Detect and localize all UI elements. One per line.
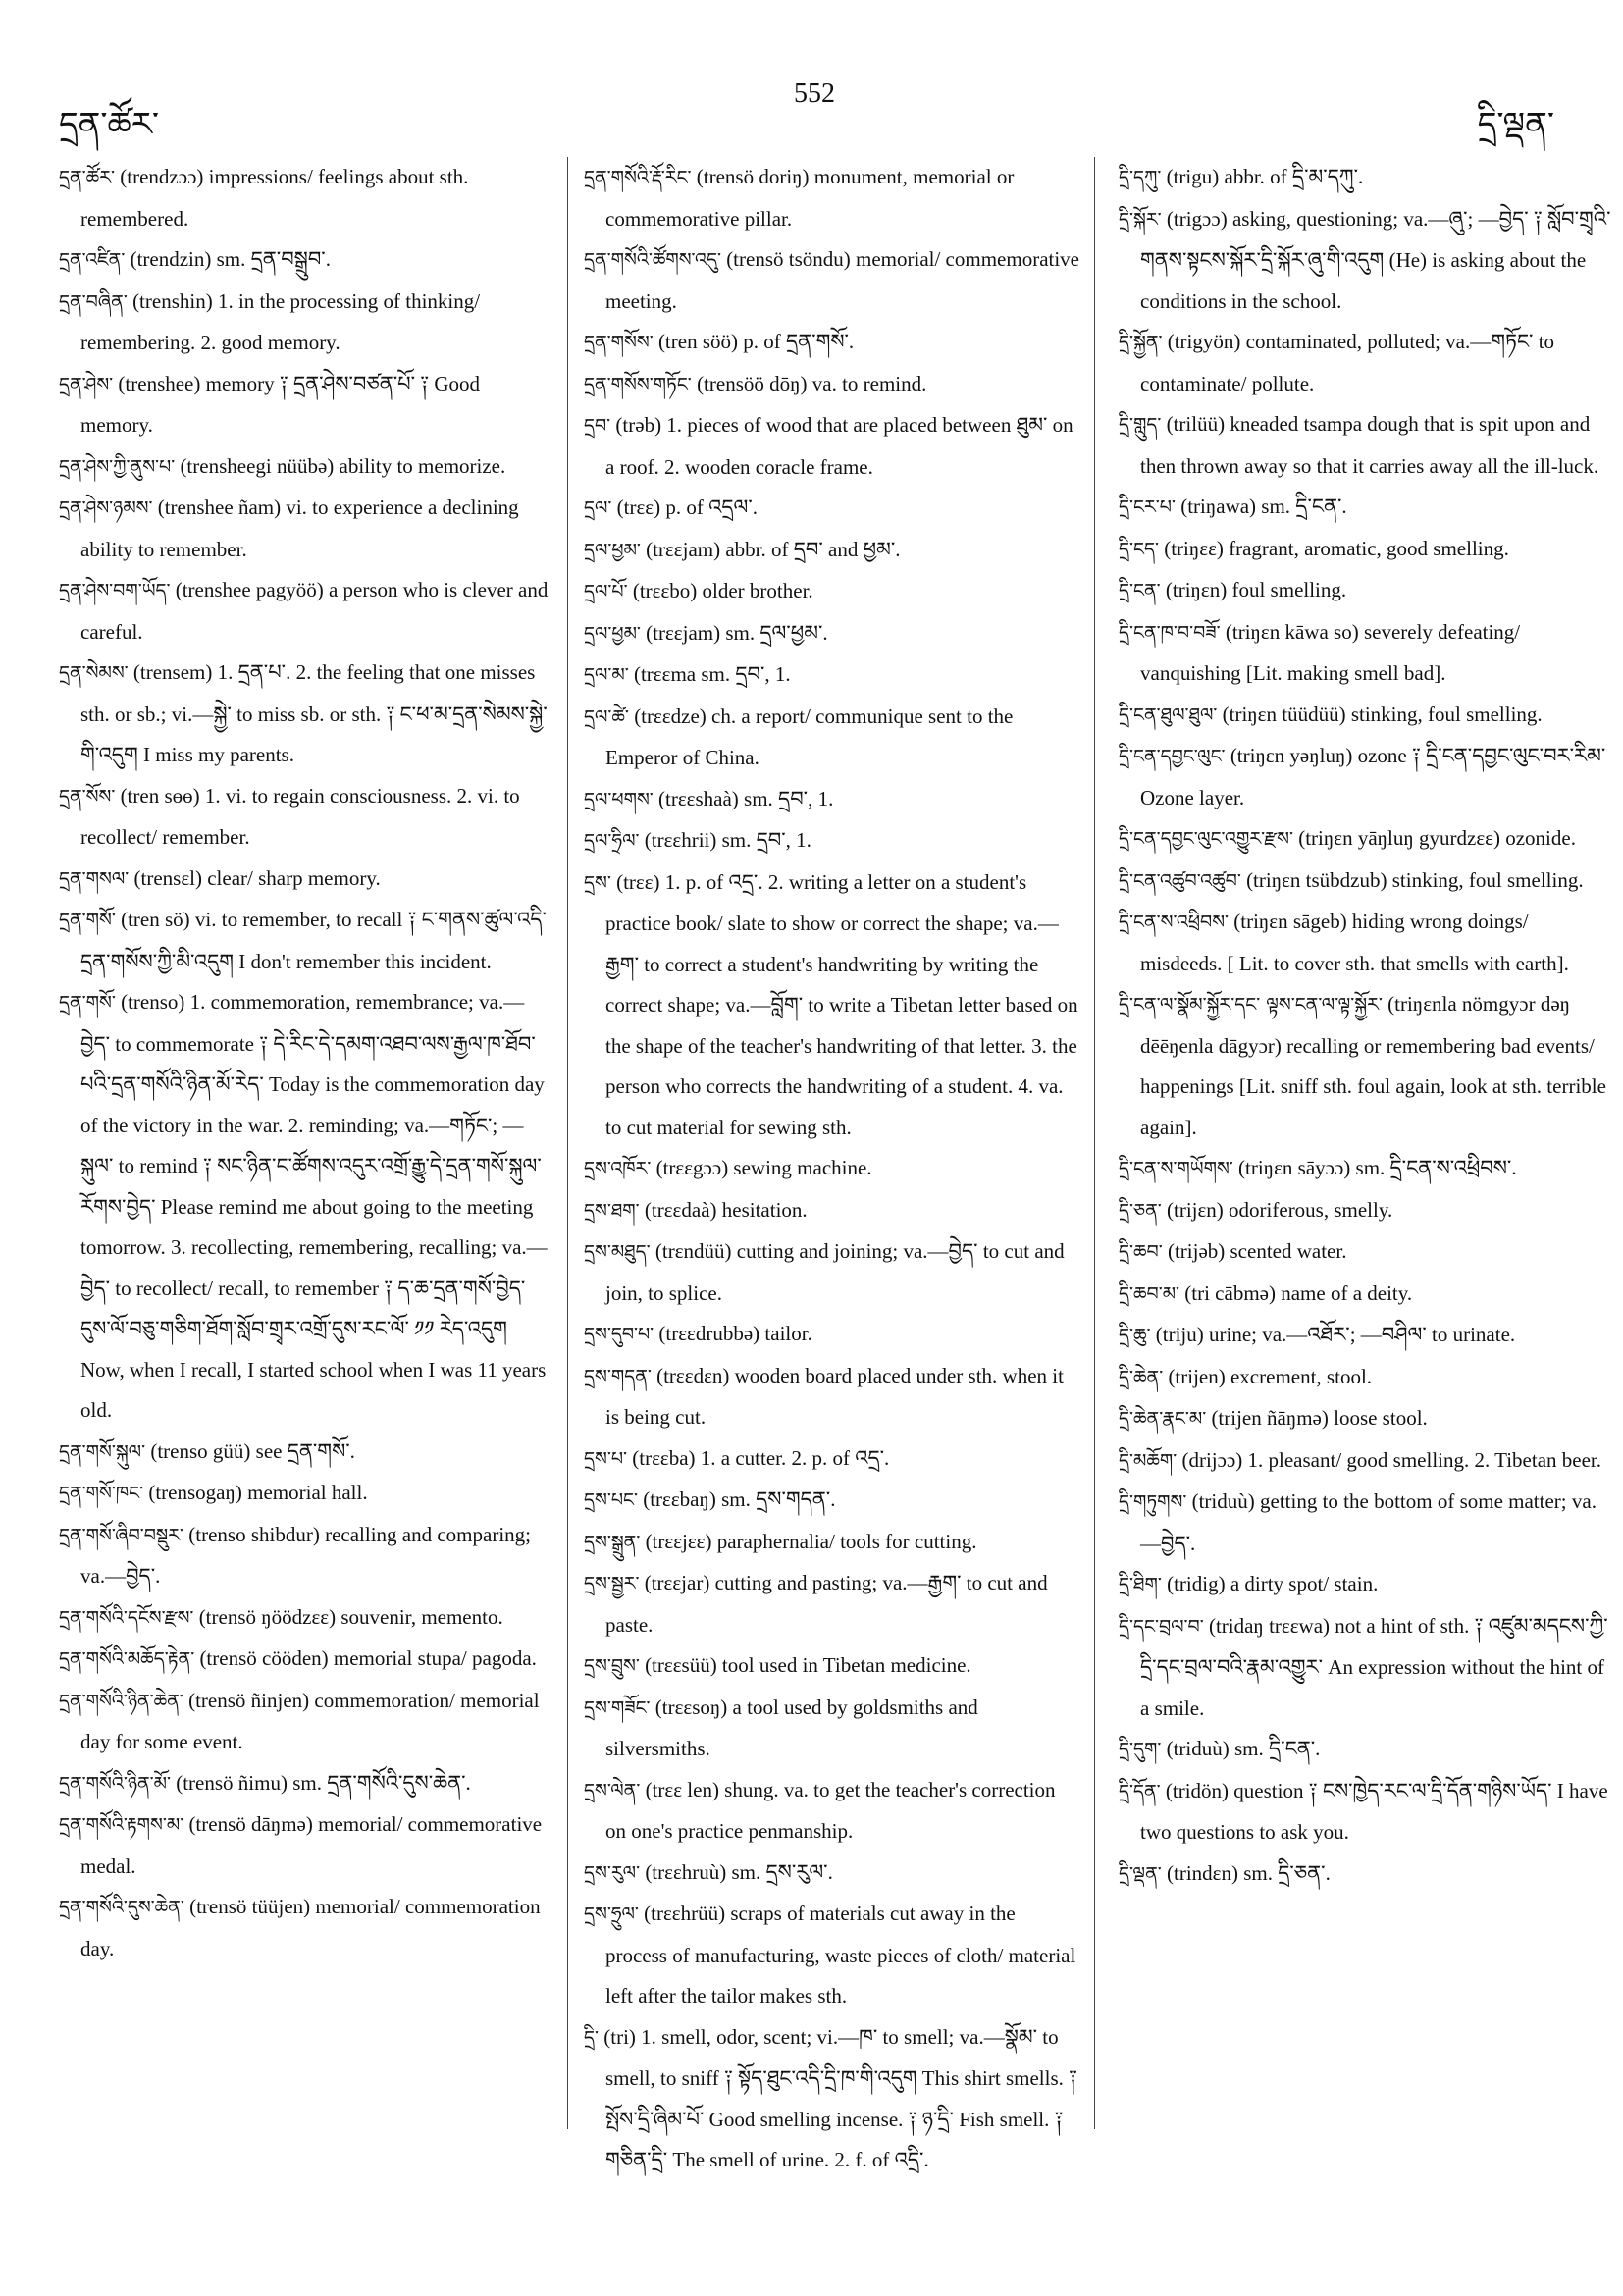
entry-definition: (trendzɔɔ) impressions/ feelings about sth. remembered. <box>80 165 469 231</box>
dictionary-entry <box>1119 861 1614 903</box>
entry-headword: དྲི་གཏུགས་ <box>1119 1491 1187 1513</box>
entry-definition: (trensö tüüjen) memorial/ commemoration day. <box>80 1895 541 1960</box>
dictionary-entry <box>1119 1315 1614 1357</box>
dictionary-entry <box>59 982 550 1432</box>
entry-definition: (triŋɛn sāyɔɔ) sm. དྲི་ངན་ས་འཕྲིབས་. <box>1238 1156 1517 1179</box>
entry-definition: (triduù) sm. དྲི་ངན་. <box>1166 1737 1321 1760</box>
dictionary-entry <box>59 446 550 489</box>
entry-headword: དྲན་གསོས་གཏོང་ <box>584 373 692 395</box>
dictionary-entry <box>584 1148 1079 1190</box>
entry-headword: དྲན་གསོ་ <box>59 910 116 931</box>
entry-headword: དྲི་ངན་ཁ་བ་བཟོ་ <box>1119 621 1221 644</box>
entry-definition: (trɛndüü) cutting and joining; va.—བྱེད་ to cut and join, to splice. <box>605 1239 1065 1305</box>
entry-definition: (triju) urine; va.—འཐོར་; —བཤིལ་ to urinate. <box>1155 1323 1516 1346</box>
dictionary-entry <box>1119 157 1614 199</box>
dictionary-entry <box>584 1314 1079 1356</box>
entry-definition: (triŋawa) sm. དྲི་ངན་. <box>1180 495 1347 518</box>
entry-definition: (trɛɛsüü) tool used in Tibetan medicine. <box>645 1653 971 1677</box>
entry-definition: (trigu) abbr. of དྲི་མ་དཀུ་. <box>1166 165 1364 188</box>
entry-definition: (drijɔɔ) 1. pleasant/ good smelling. 2. Tibetan beer. <box>1181 1447 1601 1472</box>
entry-definition: (triŋɛn kāwa so) severely defeating/ vanquishing [Lit. making smell bad]. <box>1140 619 1521 685</box>
entry-definition: (trɛɛjɛɛ) paraphernalia/ tools for cutting. <box>645 1529 977 1553</box>
dictionary-entry <box>1119 1190 1614 1232</box>
entry-definition: (trensö tsöndu) memorial/ commemorative meeting. <box>605 247 1079 313</box>
entry-headword: དྲན་གསལ་ <box>59 867 130 890</box>
entry-headword: དྲལ་ཧྲིལ་ <box>584 830 640 852</box>
entry-headword: དྲན་སེམས་ <box>59 662 129 684</box>
entry-definition: (trijɛn) odoriferous, smelly. <box>1167 1197 1393 1222</box>
dictionary-entry <box>584 1852 1079 1895</box>
dictionary-entry <box>1119 1231 1614 1274</box>
entry-definition: (trɛɛbaŋ) sm. དྲས་གདན་. <box>643 1487 836 1511</box>
entry-definition: (tridön) question ༑ ངས་ཁྱེད་རང་ལ་དྲི་དོན་གཉིས་ཡོད་ I have two questions to ask you. <box>1140 1778 1608 1844</box>
entry-headword: དྲི་ཅན་ <box>1119 1199 1162 1222</box>
entry-headword: དྲི་སྐོར་ <box>1119 208 1162 231</box>
dictionary-entry <box>584 157 1079 239</box>
entry-definition: (trenso) 1. commemoration, remembrance; va.—བྱེད་ to commemorate ༑ དེ་རིང་དེ་དམག་འཐབ་ལས་རྒྱལ་ཁ་ཐོབ་པའི་དྲན་གསོའི་ཉིན་མོ་རེད་ Today is the commemoration day of the victory in the war. 2. reminding; va.—གཏོང་; —སྐུལ་ to remind ༑ སང་ཉིན་ང་ཚོགས་འདུར་འགྲོ་རྒྱུ་དེ་དྲན་གསོ་སྐུལ་རོགས་བྱེད་ Please remind me about going to the meeting tomorrow. 3. recollecting, remembering, recalling; va.—བྱེད་ to recollect/ recall, to remember ༑ ད་ཆ་དྲན་གསོ་བྱེད་དུས་ལོ་བཅུ་གཅིག་ཐོག་སློབ་གྲྭར་འགྲོ་དུས་རང་ལོ་ ༡༡ རེད་འདུག Now, when I recall, I started school when I was 11 years old. <box>80 990 548 1422</box>
entry-definition: (trɛɛ) 1. p. of འདྲ་. 2. writing a letter on a student's practice book/ slate to show or correct the shape; va.—རྒྱག་ to correct a student's handwriting by writing the correct shape; va.—བློག་ to write a Tibetan letter based on the shape of the teacher's handwriting of that letter. 3. the person who corrects the handwriting of a student. 4. va. to cut material for sewing sth. <box>605 869 1078 1139</box>
entry-headword: དྲི་ཆུ་ <box>1119 1325 1151 1346</box>
entry-definition: (trijen) excrement, stool. <box>1168 1364 1373 1388</box>
entry-headword: དྲན་གསོ་སྐུལ་ <box>59 1440 146 1463</box>
entry-headword: དྲན་ཚོར་ <box>59 167 116 188</box>
entry-headword: དྲི་ངན་ཐུལ་ཐུལ་ <box>1119 704 1218 726</box>
entry-definition: (tri cābmə) name of a deity. <box>1184 1280 1413 1305</box>
entry-headword: དྲལ་ཚེ་ <box>584 705 629 728</box>
dictionary-entry <box>59 1763 550 1805</box>
dictionary-entry <box>584 364 1079 406</box>
entry-headword: དྲི་ངན་དབྱང་ལུང་ <box>1119 746 1226 767</box>
entry-definition: (triŋɛn tsübdzub) stinking, foul smelling. <box>1246 867 1584 892</box>
dictionary-entry <box>1119 1274 1614 1316</box>
entry-definition: (trindɛn) sm. དྲི་ཅན་. <box>1167 1860 1331 1885</box>
entry-definition: (trɛɛjam) abbr. of དྲབ་ and ཕྱམ་. <box>646 537 901 561</box>
dictionary-entry <box>584 2017 1079 2181</box>
entry-definition: (triŋɛɛ) fragrant, aromatic, good smelling. <box>1164 536 1509 560</box>
dictionary-entry <box>1119 984 1614 1148</box>
entry-definition: (trenshee pagyöö) a person who is clever and careful. <box>80 578 549 644</box>
entry-headword: དྲི་ཐིག་ <box>1119 1574 1162 1595</box>
dictionary-entry <box>584 1480 1079 1522</box>
entry-headword: དྲི་སྐྱོན་ <box>1119 332 1163 353</box>
entry-headword: དྲི་ <box>584 2026 599 2049</box>
dictionary-entry <box>59 1597 550 1640</box>
dictionary-entry <box>584 571 1079 613</box>
dictionary-entry <box>59 570 550 652</box>
entry-definition: (trɛɛjam) sm. དྲལ་ཕྱམ་. <box>646 620 828 645</box>
entry-definition: (trenso güü) see དྲན་གསོ་. <box>150 1438 355 1463</box>
entry-definition: (trensheegi nüübə) ability to memorize. <box>180 453 506 478</box>
dictionary-entry <box>1119 902 1614 984</box>
entry-headword: དྲན་ཤེས་ཉམས་ <box>59 497 153 519</box>
entry-definition: (trensɛl) clear/ sharp memory. <box>133 865 381 890</box>
entry-definition: (trilüü) kneaded tsampa dough that is spit upon and then thrown away so that it carries away all the ill-luck. <box>1140 412 1599 478</box>
dictionary-entry <box>1119 1564 1614 1606</box>
dictionary-entry <box>584 322 1079 364</box>
entry-headword: དྲི་ངར་པ་ <box>1119 496 1176 518</box>
dictionary-entry <box>59 1473 550 1515</box>
dictionary-entry <box>59 364 550 446</box>
entry-definition: (trensö cööden) memorial stupa/ pagoda. <box>199 1646 537 1670</box>
dictionary-entry <box>59 282 550 364</box>
dictionary-entry <box>59 157 550 239</box>
column-2 <box>584 157 1079 2276</box>
entry-headword: དྲལ་མ་ <box>584 664 629 686</box>
entry-headword: དྲི་དང་བྲལ་བ་ <box>1119 1615 1204 1638</box>
entry-headword: དྲན་གསོའི་ཚོགས་འདུ་ <box>584 249 721 271</box>
dictionary-entry <box>584 862 1079 1149</box>
dictionary-entry <box>1119 487 1614 529</box>
entry-definition: (tren söö) p. of དྲན་གསོ་. <box>657 330 855 353</box>
entry-headword: དྲན་གསོའི་ཉིན་ཆེན་ <box>59 1690 183 1712</box>
entry-definition: (trensogaŋ) memorial hall. <box>148 1481 368 1504</box>
entry-definition: (trɛɛhrüü) scraps of materials cut away in the process of manufacturing, waste pieces of cloth/ material left after the tailor makes sth. <box>605 1902 1076 2008</box>
entry-definition: (trigɔɔ) asking, questioning; va.—ཞུ་; —བྱེད་ ༑ སློབ་གྲྭའི་གནས་སྟངས་སྐོར་དྲི་སྐོར་ཞུ་གི་འདུག (He) is asking about the conditions in the school. <box>1140 206 1611 313</box>
entry-definition: (trensö ñinjen) commemoration/ memorial day for some event. <box>80 1688 540 1753</box>
page-number: 552 <box>794 78 835 109</box>
entry-headword: དྲི་ཆབ་ <box>1119 1241 1163 1263</box>
entry-definition: (tren sөө) 1. vi. to regain consciousness. 2. vi. to recollect/ remember. <box>80 783 520 849</box>
entry-headword: དྲན་ཤེས་བག་ཡོད་ <box>59 580 171 601</box>
dictionary-entry <box>584 779 1079 821</box>
entry-headword: དྲན་ཤེས་ཀྱི་ནུས་པ་ <box>59 455 176 478</box>
dictionary-entry <box>584 1563 1079 1645</box>
entry-definition: (tren sö) vi. to remember, to recall ༑ ང་གནས་ཚུལ་འདི་དྲན་གསོས་ཀྱི་མི་འདུག I don't remember this incident. <box>80 908 547 973</box>
entry-definition: (triduù) getting to the bottom of some matter; va.—བྱེད་. <box>1140 1489 1597 1555</box>
entry-headword: དྲི་ལྡན་ <box>1119 1862 1162 1885</box>
guide-word-right: དྲི་ལྡན་ <box>1477 105 1554 144</box>
entry-definition: (trɛɛbo) older brother. <box>632 579 813 602</box>
dictionary-entry <box>1119 1398 1614 1440</box>
entry-definition: (trɛɛdze) ch. a report/ communique sent to the Emperor of China. <box>605 704 1014 769</box>
dictionary-entry <box>584 1438 1079 1481</box>
entry-headword: དྲལ་ཕྱམ་ <box>584 622 641 645</box>
dictionary-entry <box>584 530 1079 572</box>
entry-headword: དྲི་ཆབ་མ་ <box>1119 1282 1180 1305</box>
guide-word-left: དྲན་ཚོར་ <box>59 105 160 144</box>
entry-definition: (trɛɛ) p. of འདྲལ་. <box>616 496 758 519</box>
dictionary-entry <box>59 859 550 901</box>
entry-headword: དྲི་ཆེན་ <box>1119 1366 1164 1388</box>
entry-definition: (trensö doriŋ) monument, memorial or commemorative pillar. <box>605 165 1015 231</box>
entry-headword: དྲན་གསོས་ <box>584 332 654 353</box>
dictionary-entry <box>1119 1853 1614 1896</box>
entry-definition: (triŋɛn yāŋluŋ gyurdzɛɛ) ozonide. <box>1298 826 1576 850</box>
page-header <box>0 0 1623 147</box>
entry-definition: (trɛɛ len) shung. va. to get the teacher's correction on one's practice penmanship. <box>605 1777 1056 1843</box>
entry-headword: དྲས་གཟོང་ <box>584 1696 651 1719</box>
entry-definition: (tridig) a dirty spot/ stain. <box>1167 1572 1379 1595</box>
dictionary-entry <box>1119 404 1614 487</box>
dictionary-entry <box>59 1639 550 1681</box>
dictionary-entry <box>1119 1606 1614 1730</box>
entry-headword: དྲས་མཐུད་ <box>584 1241 651 1263</box>
entry-headword: དྲས་སྦྱར་ <box>584 1573 640 1594</box>
entry-headword: དྲི་གླུད་ <box>1119 414 1162 436</box>
entry-headword: དྲན་གསོའི་དངོས་རྫས་ <box>59 1606 194 1629</box>
dictionary-entry <box>59 1681 550 1763</box>
entry-headword: དྲན་གསོ་ <box>59 992 116 1014</box>
entry-headword: དྲན་ཤེས་ <box>59 373 114 395</box>
entry-definition: (trɛɛdaà) hesitation. <box>644 1197 808 1222</box>
entry-headword: དྲན་གསོའི་མཆོད་རྟེན་ <box>59 1648 195 1670</box>
entry-headword: དྲས་རུལ་ <box>584 1861 641 1884</box>
entry-headword: དྲས་སྒྲུན་ <box>584 1531 641 1553</box>
entry-definition: (trɛɛba) 1. a cutter. 2. p. of འདྲ་. <box>632 1445 890 1470</box>
dictionary-entry <box>59 776 550 859</box>
dictionary-entry <box>59 1804 550 1887</box>
dictionary-entry <box>1119 1357 1614 1399</box>
dictionary-entry <box>59 239 550 282</box>
entry-headword: དྲས་ཐག་ <box>584 1199 640 1222</box>
entry-definition: (trigyön) contaminated, polluted; va.—གཏོང་ to contaminate/ pollute. <box>1140 330 1555 395</box>
entry-headword: དྲས་པ་ <box>584 1447 627 1470</box>
entry-headword: དྲས་པང་ <box>584 1489 638 1511</box>
entry-definition: (triŋɛn tüüdüü) stinking, foul smelling. <box>1222 702 1543 726</box>
entry-headword: དྲན་གསོ་ཁང་ <box>59 1483 144 1504</box>
entry-headword: དྲས་ལེན་ <box>584 1779 641 1801</box>
dictionary-entry <box>1119 818 1614 861</box>
entry-headword: དྲན་སོས་ <box>59 785 116 808</box>
entry-headword: དྲས་དུབ་པ་ <box>584 1324 654 1345</box>
entry-headword: དྲི་དོན་ <box>1119 1780 1161 1802</box>
dictionary-columns <box>0 157 1623 2286</box>
entry-headword: དྲི་མཆོག་ <box>1119 1449 1178 1472</box>
dictionary-entry <box>59 652 550 776</box>
entry-headword: དྲི་ངན་དབྱང་ལུང་འགྱུར་རྫས་ <box>1119 828 1293 850</box>
entry-definition: (trɛɛma sm. དྲབ་, 1. <box>633 662 791 686</box>
entry-headword: དྲན་གསོ་ཞིབ་བསྡུར་ <box>59 1524 184 1546</box>
dictionary-entry <box>584 405 1079 488</box>
entry-definition: (triŋɛn) foul smelling. <box>1165 578 1347 601</box>
dictionary-entry <box>59 1432 550 1474</box>
dictionary-entry <box>1119 1148 1614 1190</box>
entry-definition: (trijen ñāŋmə) loose stool. <box>1211 1406 1428 1430</box>
column-1 <box>59 157 550 2276</box>
dictionary-entry <box>1119 199 1614 323</box>
entry-definition: (trenshee ñam) vi. to experience a declining ability to remember. <box>80 496 519 561</box>
entry-definition: (trɛɛsoŋ) a tool used by goldsmiths and silversmiths. <box>605 1695 978 1760</box>
entry-headword: དྲན་གསོའི་ཉིན་མོ་ <box>59 1772 171 1795</box>
entry-definition: (trenshee) memory ༑ དྲན་ཤེས་བཙན་པོ་ ༑ Good memory. <box>80 371 481 437</box>
entry-definition: (trɛɛgɔɔ) sewing machine. <box>655 1156 872 1179</box>
dictionary-entry <box>1119 322 1614 404</box>
dictionary-entry <box>1119 570 1614 612</box>
entry-definition: (tridaŋ trɛɛwa) not a hint of sth. ༑ འཛུམ་མདངས་ཀྱི་དྲི་དང་བྲལ་བའི་རྣམ་འགྱུར་ An expression without the hint of a smile. <box>1140 1613 1608 1720</box>
entry-headword: དྲི་ངད་ <box>1119 538 1159 560</box>
dictionary-entry <box>1119 736 1614 818</box>
dictionary-entry <box>1119 1729 1614 1771</box>
dictionary-entry <box>584 654 1079 697</box>
entry-definition: (trensöö dōŋ) va. to remind. <box>697 371 927 395</box>
entry-headword: དྲན་གསོའི་དུས་ཆེན་ <box>59 1897 184 1918</box>
entry-headword: དྲས་ཧྲུལ་ <box>584 1904 639 1925</box>
dictionary-entry <box>584 613 1079 655</box>
dictionary-entry <box>584 1770 1079 1852</box>
entry-definition: (trɛɛdrubbə) tailor. <box>658 1322 812 1345</box>
dictionary-entry <box>584 1894 1079 2017</box>
column-3 <box>1119 157 1614 2276</box>
dictionary-entry <box>59 1887 550 1969</box>
entry-headword: དྲི་ཆེན་རྣང་མ་ <box>1119 1408 1207 1430</box>
entry-headword: དྲས་བྲུས་ <box>584 1655 640 1677</box>
entry-definition: (trensem) 1. དྲན་པ་. 2. the feeling that one misses sth. or sb.; vi.—སྐྱེ་ to miss sb. or sth. ༑ ང་ཕ་མ་དྲན་སེམས་སྐྱེ་གི་འདུག I miss my parents. <box>80 660 548 766</box>
entry-headword: དྲན་གསོའི་རྟགས་མ་ <box>59 1814 184 1836</box>
entry-headword: དྲས་ <box>584 871 611 894</box>
dictionary-entry <box>584 820 1079 862</box>
entry-headword: དྲི་ངན་ས་འཕྲིབས་ <box>1119 912 1230 933</box>
entry-headword: དྲི་ངན་འཚུབ་འཚུབ་ <box>1119 869 1241 892</box>
entry-definition: (trəb) 1. pieces of wood that are placed between ཐུམ་ on a roof. 2. wooden coracle frame. <box>605 413 1073 479</box>
entry-definition: (trijəb) scented water. <box>1167 1239 1347 1263</box>
entry-definition: (trɛɛshaà) sm. དྲབ་, 1. <box>658 786 834 810</box>
entry-definition: (triŋɛn yəŋluŋ) ozone ༑ དྲི་ངན་དབྱང་ལུང་བར་རིམ་ Ozone layer. <box>1140 744 1606 809</box>
dictionary-entry <box>584 1190 1079 1232</box>
entry-headword: དྲས་གདན་ <box>584 1365 652 1387</box>
dictionary-entry <box>584 1231 1079 1314</box>
entry-definition: (trendzin) sm. དྲན་བསྒྲུབ་. <box>130 247 331 271</box>
entry-headword: དྲི་དུག་ <box>1119 1739 1162 1760</box>
entry-headword: དྲི་ངན་ <box>1119 580 1161 601</box>
dictionary-entry <box>1119 1482 1614 1564</box>
dictionary-entry <box>1119 1771 1614 1853</box>
dictionary-entry <box>1119 695 1614 737</box>
entry-definition: (trensö dāŋmə) memorial/ commemorative medal. <box>80 1812 543 1878</box>
dictionary-entry <box>584 1356 1079 1438</box>
entry-definition: (trɛɛhruù) sm. དྲས་རུལ་. <box>645 1859 833 1884</box>
entry-definition: (tri) 1. smell, odor, scent; vi.—ཁ་ to smell; va.—སྣོམ་ to smell, to sniff ༑ སྟོད་ཐུང་འདི་དྲི་ཁ་གི་འདུག This shirt smells. ༑ སྤོས་དྲི་ཞིམ་པོ་ Good smelling incense. ༑ ཉ་དྲི་ Fish smell. ༑ གཅིན་དྲི་ The smell of urine. 2. f. of འདྲི་. <box>603 2024 1077 2171</box>
dictionary-entry <box>584 488 1079 530</box>
dictionary-entry <box>59 1515 550 1597</box>
entry-definition: (trenshin) 1. in the processing of thinking/ remembering. 2. good memory. <box>80 288 481 354</box>
dictionary-entry <box>1119 529 1614 571</box>
dictionary-entry <box>59 900 550 982</box>
entry-headword: དྲན་འཛིན་ <box>59 249 126 271</box>
entry-definition: (trenso shibdur) recalling and comparing; va.—བྱེད་. <box>80 1522 531 1588</box>
entry-headword: དྲི་ངན་ས་གཡོགས་ <box>1119 1158 1233 1179</box>
entry-headword: དྲི་དཀུ་ <box>1119 167 1162 188</box>
dictionary-entry <box>584 1688 1079 1770</box>
entry-headword: དྲལ་ཕྱམ་ <box>584 539 641 561</box>
entry-headword: དྲས་འཁོར་ <box>584 1158 652 1179</box>
dictionary-entry <box>1119 612 1614 695</box>
dictionary-entry <box>584 239 1079 322</box>
entry-headword: དྲལ་པོ་ <box>584 581 628 602</box>
entry-definition: (trensö ñimu) sm. དྲན་གསོའི་དུས་ཆེན་. <box>176 1770 471 1795</box>
entry-headword: དྲན་བཞིན་ <box>59 290 128 313</box>
dictionary-entry <box>59 488 550 570</box>
dictionary-entry <box>584 697 1079 779</box>
entry-definition: (trɛɛhrii) sm. དྲབ་, 1. <box>644 828 812 852</box>
entry-headword: དྲལ་ཕགས་ <box>584 788 654 810</box>
entry-definition: (trɛɛjar) cutting and pasting; va.—རྒྱག་ to cut and paste. <box>605 1571 1048 1637</box>
dictionary-entry <box>1119 1440 1614 1483</box>
dictionary-entry <box>584 1645 1079 1688</box>
entry-headword: དྲབ་ <box>584 415 611 437</box>
entry-headword: དྲལ་ <box>584 497 612 519</box>
entry-definition: (triŋɛn sāgeb) hiding wrong doings/ misdeeds. [ Lit. to cover sth. that smells with earth]. <box>1140 910 1569 975</box>
dictionary-entry <box>584 1522 1079 1564</box>
entry-headword: དྲི་ངན་ལ་སྣོམ་སྐྱོར་དང་ ལྟས་ངན་ལ་ལྟ་སྐྱོར་ <box>1119 994 1383 1016</box>
entry-definition: (trɛɛdɛn) wooden board placed under sth. when it is being cut. <box>605 1363 1064 1429</box>
entry-definition: (trensö ŋöödzɛɛ) souvenir, memento. <box>198 1604 503 1629</box>
entry-definition: (triŋɛnla nömgyɔr dəŋ dēēŋenla dāgyɔr) recalling or remembering bad events/ happenings [Lit. sniff sth. foul again, look at sth. terrible again]. <box>1140 992 1606 1139</box>
entry-headword: དྲན་གསོའི་རྡོ་རིང་ <box>584 167 692 188</box>
